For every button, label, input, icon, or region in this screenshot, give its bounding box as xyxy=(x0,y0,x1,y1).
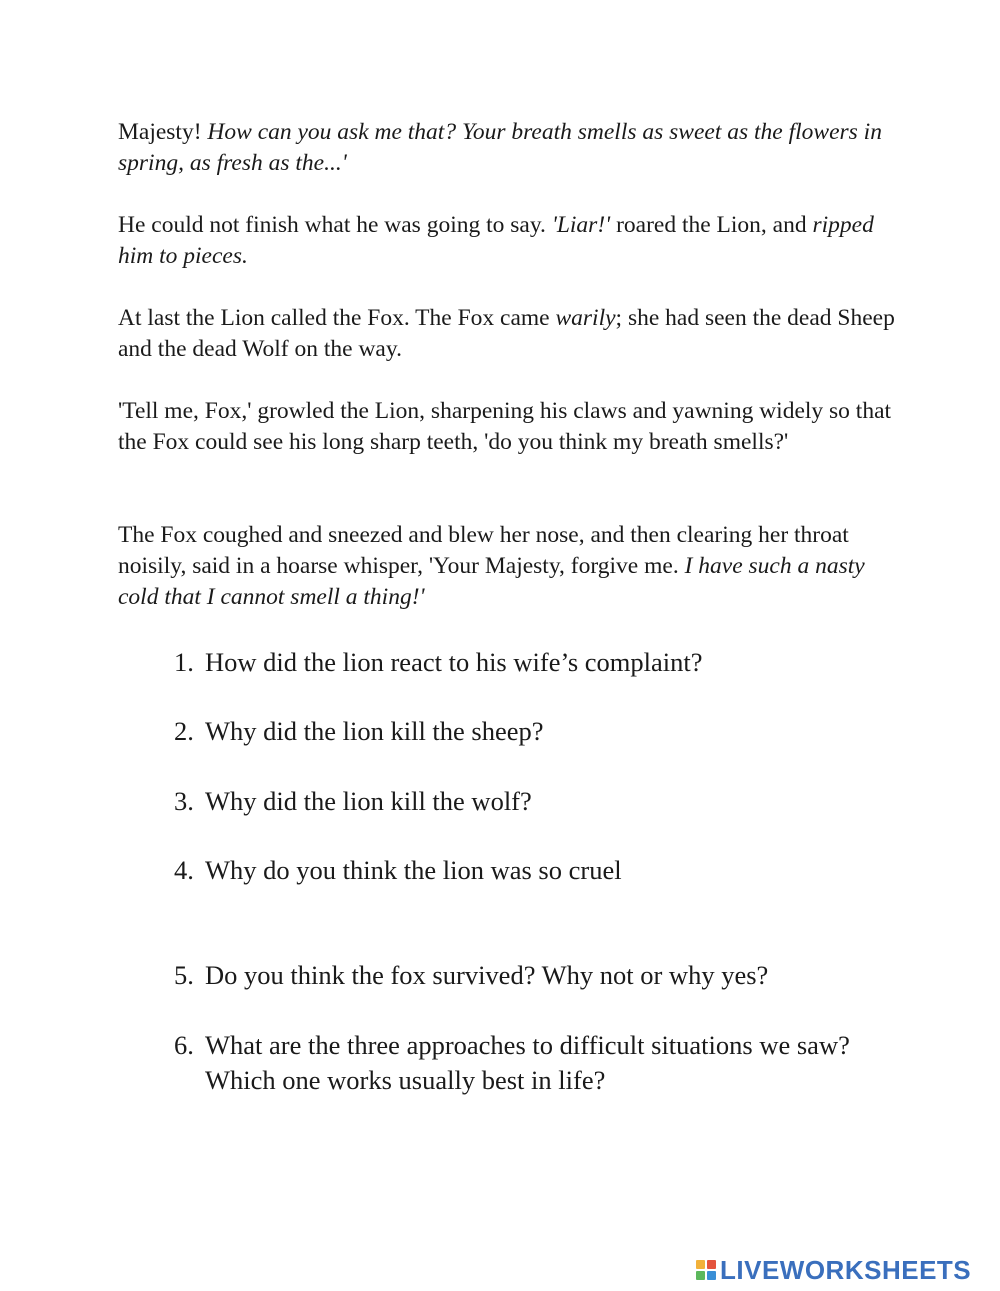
question-text: Why do you think the lion was so cruel xyxy=(205,855,622,885)
text-run: roared the Lion, and xyxy=(610,212,813,238)
passage-paragraph-4 xyxy=(118,396,908,458)
question-number: 2. xyxy=(174,716,194,746)
brand-name: LIVEWORKSHEETS xyxy=(720,1254,972,1285)
text-run: He could not finish what he was going to say. xyxy=(118,212,552,238)
question-item xyxy=(174,853,894,888)
question-item xyxy=(174,714,894,749)
logo-square-icon xyxy=(696,1271,705,1280)
passage-paragraph-1 xyxy=(118,117,908,179)
text-run: 'Tell me, Fox,' growled the Lion, sharpening his claws and yawning widely so that the Fox could see his long sharp teeth, 'do you think my breath smells?' xyxy=(118,398,892,455)
question-item xyxy=(174,784,894,819)
question-item xyxy=(174,1028,894,1098)
logo-square-icon xyxy=(707,1260,716,1269)
question-number: 1. xyxy=(174,647,194,677)
question-number: 6. xyxy=(174,1030,194,1060)
passage-paragraph-2 xyxy=(118,210,908,272)
passage-paragraph-5 xyxy=(118,520,908,613)
question-number: 3. xyxy=(174,786,194,816)
text-run: At last the Lion called the Fox. The Fox came xyxy=(118,305,556,331)
question-text: How did the lion react to his wife’s complaint? xyxy=(205,647,703,677)
liveworksheets-brand[interactable] xyxy=(696,1256,971,1284)
logo-square-icon xyxy=(696,1260,705,1269)
question-text: What are the three approaches to difficult situations we saw? Which one works usually best in life? xyxy=(205,1030,850,1095)
question-number: 4. xyxy=(174,855,194,885)
liveworksheets-logo-icon xyxy=(696,1260,716,1280)
italic-text-run: 'Liar!' xyxy=(551,212,611,238)
question-text: Why did the lion kill the wolf? xyxy=(205,786,532,816)
question-item xyxy=(174,958,894,993)
question-text: Why did the lion kill the sheep? xyxy=(205,716,544,746)
question-item xyxy=(174,645,894,680)
passage-paragraph-3 xyxy=(118,303,908,365)
italic-text-run: ripped him to pieces. xyxy=(118,212,874,269)
question-text: Do you think the fox survived? Why not or why yes? xyxy=(205,960,769,990)
italic-text-run: How can you ask me that? Your breath smells as sweet as the flowers in spring, as fresh as the...' xyxy=(118,119,882,176)
italic-text-run: I have such a nasty cold that I cannot smell a thing!' xyxy=(118,553,865,610)
question-number: 5. xyxy=(174,960,194,990)
text-run: The Fox coughed and sneezed and blew her nose, and then clearing her throat noisily, said in a hoarse whisper, 'Your Majesty, forgive me. xyxy=(118,522,849,579)
logo-square-icon xyxy=(707,1271,716,1280)
text-run: ; she had seen the dead Sheep and the dead Wolf on the way. xyxy=(118,305,895,362)
italic-text-run: warily xyxy=(555,305,616,331)
text-run: Majesty! xyxy=(118,119,208,145)
